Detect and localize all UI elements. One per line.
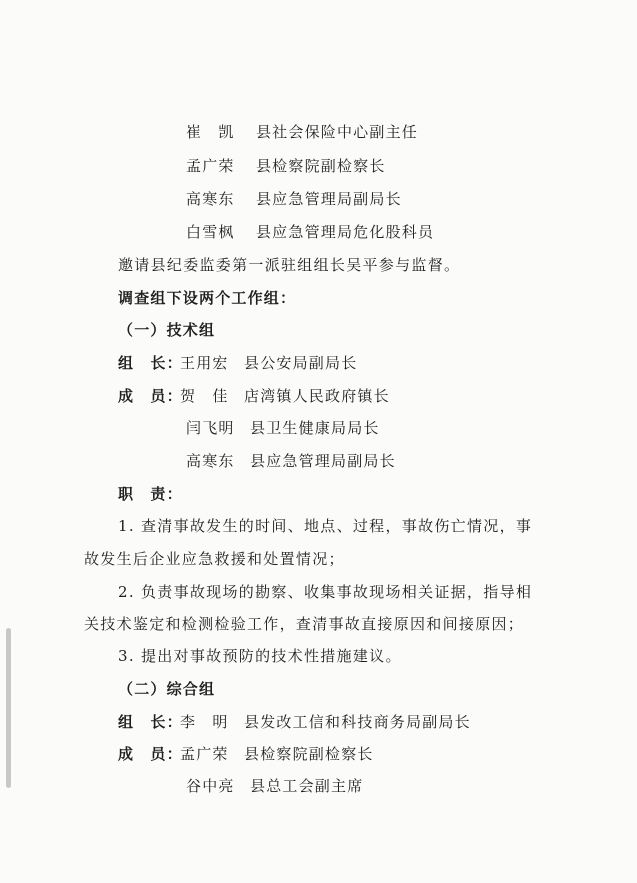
leader-name: 王用宏 xyxy=(180,354,229,372)
member-line xyxy=(186,189,402,209)
leader-label: 组 长： xyxy=(118,354,183,372)
duties-label: 职 责： xyxy=(118,485,183,503)
general-group-heading: （二）综合组 xyxy=(118,680,216,698)
member-name: 闫飞明 xyxy=(186,419,235,437)
member-name: 孟广荣 xyxy=(180,745,229,763)
member-role: 县应急管理局危化股科员 xyxy=(255,223,435,241)
member-name: 高寒东 xyxy=(186,452,235,470)
member-name: 孟广荣 xyxy=(186,157,235,175)
tech-member-line xyxy=(186,451,396,471)
duty-item-line: 关技术鉴定和检测检验工作，查清事故直接原因和间接原因； xyxy=(84,615,525,633)
groups-intro: 调查组下设两个工作组： xyxy=(118,289,297,307)
leader-role: 县发改工信和科技商务局副局长 xyxy=(244,713,471,731)
scrollbar[interactable] xyxy=(6,628,11,788)
member-name: 白雪枫 xyxy=(186,223,235,241)
members-label: 成 员： xyxy=(118,387,183,405)
duty-item-line: 2. 负责事故现场的勘察、收集事故现场相关证据，指导相 xyxy=(118,583,533,601)
tech-leader-line xyxy=(118,353,357,373)
tech-group-heading: （一）技术组 xyxy=(118,321,216,339)
members-label: 成 员： xyxy=(118,745,183,763)
member-name: 谷中亮 xyxy=(186,777,235,795)
member-line xyxy=(186,222,434,242)
leader-label: 组 长： xyxy=(118,713,183,731)
tech-member-line xyxy=(186,418,380,438)
member-role: 县社会保险中心副主任 xyxy=(255,123,418,141)
general-member-line xyxy=(118,744,374,764)
duty-item-line: 1. 查清事故发生的时间、地点、过程，事故伤亡情况，事 xyxy=(118,517,533,535)
tech-member-line xyxy=(118,386,390,406)
member-name: 贺 佳 xyxy=(180,387,229,405)
member-role: 县应急管理局副局长 xyxy=(255,190,402,208)
general-leader-line xyxy=(118,712,471,732)
duty-item-line: 故发生后企业应急救援和处置情况； xyxy=(84,550,345,568)
member-line xyxy=(186,156,386,176)
member-role: 县总工会副主席 xyxy=(250,777,364,795)
member-role: 县检察院副检察长 xyxy=(255,157,386,175)
duty-item-line: 3. 提出对事故预防的技术性措施建议。 xyxy=(118,647,402,665)
leader-role: 县公安局副局长 xyxy=(244,354,358,372)
member-line xyxy=(186,122,418,142)
general-member-line xyxy=(186,776,363,796)
supervision-note: 邀请县纪委监委第一派驻组组长吴平参与监督。 xyxy=(118,256,461,274)
member-role: 县检察院副检察长 xyxy=(244,745,374,763)
member-role: 店湾镇人民政府镇长 xyxy=(244,387,390,405)
member-role: 县卫生健康局局长 xyxy=(250,419,380,437)
leader-name: 李 明 xyxy=(180,713,229,731)
member-name: 高寒东 xyxy=(186,190,235,208)
member-role: 县应急管理局副局长 xyxy=(250,452,396,470)
member-name: 崔 凯 xyxy=(186,123,235,141)
